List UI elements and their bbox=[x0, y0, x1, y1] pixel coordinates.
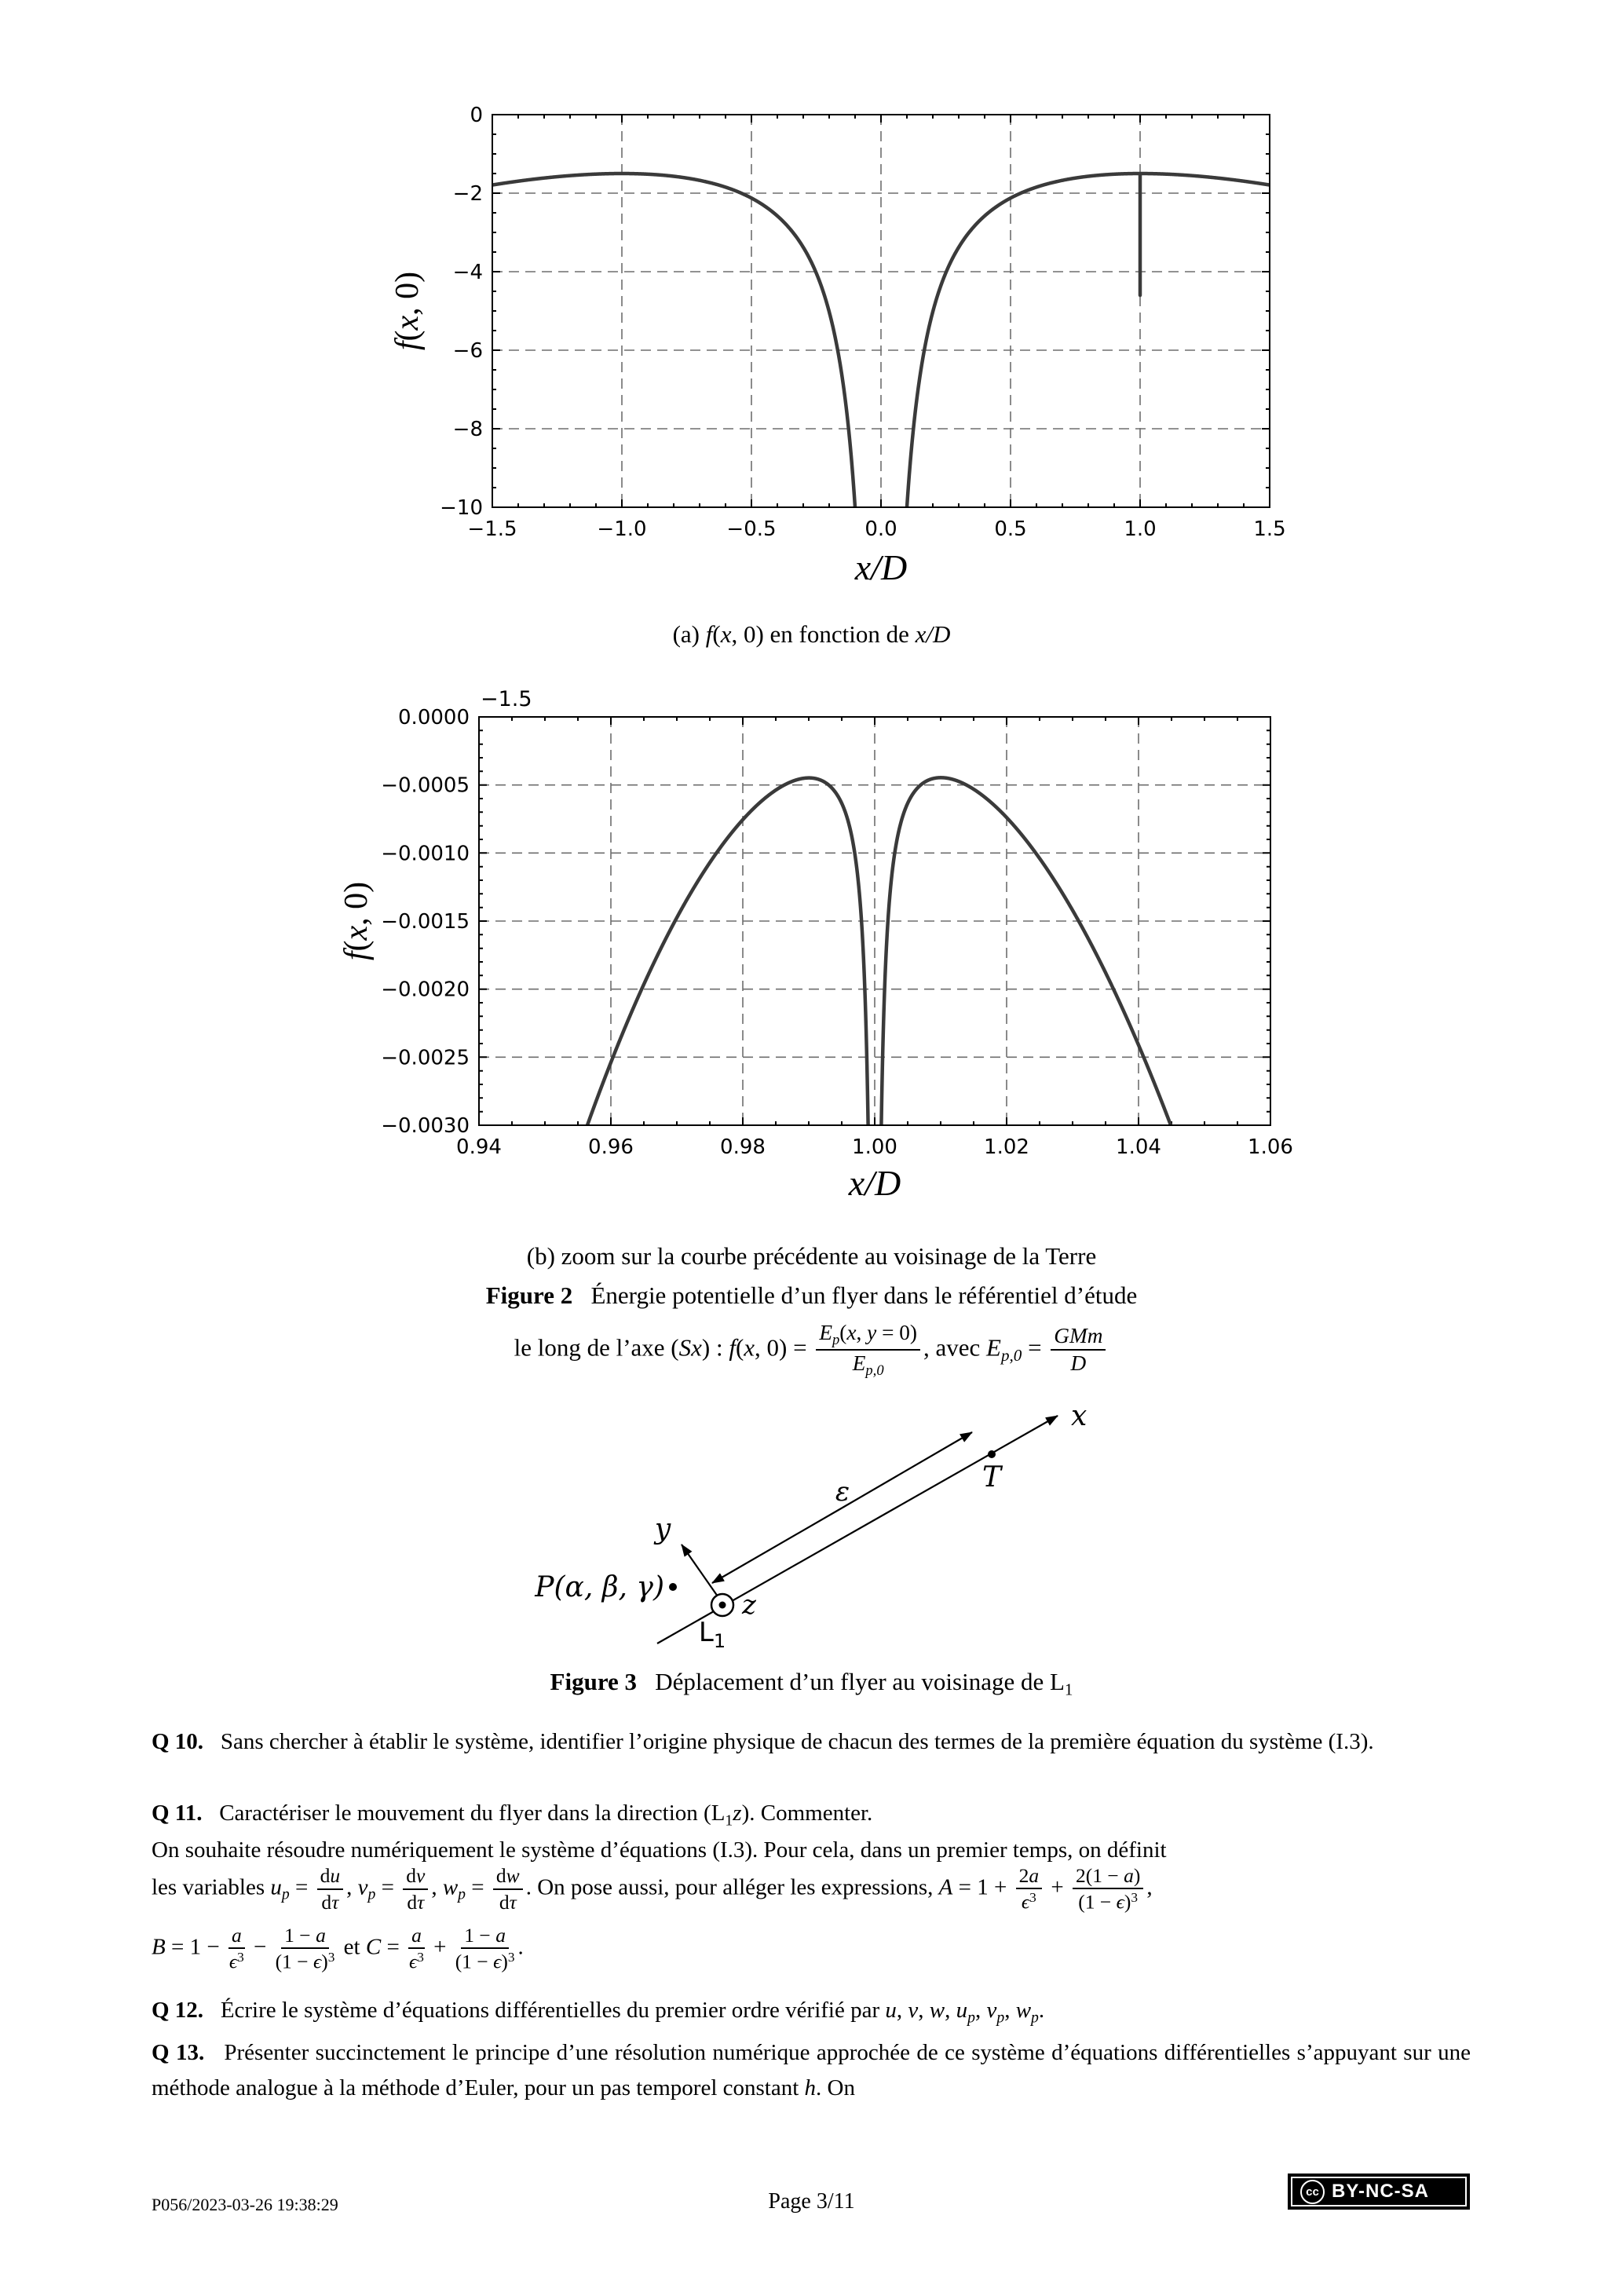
svg-text:−0.0020: −0.0020 bbox=[381, 978, 470, 1002]
svg-text:−8: −8 bbox=[452, 418, 483, 441]
question-10: Q 10. Sans chercher à établir le système, identifier l’origine physique de chacun des termes de la première équation du système (I.3). bbox=[152, 1729, 1374, 1754]
svg-text:1.5: 1.5 bbox=[1253, 517, 1286, 541]
svg-text:−0.0015: −0.0015 bbox=[381, 910, 470, 934]
chart-a-ylabel: f(x, 0) bbox=[389, 271, 426, 351]
question-13: Q 13. Présenter succinctement le principe d’une résolution numérique approchée de ce système d’équations différentielles s’appuyant sur une méthode analogue à la méthode d’Euler, pour un pas temporel constant h. On bbox=[152, 2040, 1471, 2100]
svg-text:−10: −10 bbox=[440, 496, 483, 520]
figure3-caption: Figure 3 Déplacement d’un flyer au voisinage de $L_1$ bbox=[550, 1668, 1073, 1699]
svg-text:0.0000: 0.0000 bbox=[398, 706, 470, 729]
svg-text:−0.5: −0.5 bbox=[726, 517, 777, 541]
paragraph-numeric-intro: On souhaite résoudre numériquement le système d’équations (I.3). Pour cela, dans un premier temps, on définit bbox=[152, 1837, 1167, 1863]
svg-text:0.98: 0.98 bbox=[720, 1135, 766, 1159]
footer-page-number: Page 3/11 bbox=[768, 2189, 855, 2214]
figure2-caption-line1: Figure 2 Énergie potentielle d’un flyer dans le référentiel d’étude bbox=[485, 1281, 1138, 1309]
z-axis-label: z bbox=[742, 1589, 756, 1621]
distance-epsilon-label: ε bbox=[835, 1476, 850, 1508]
svg-text:−2: −2 bbox=[452, 182, 483, 206]
footer-timestamp: P056/2023-03-26 19:38:29 bbox=[152, 2195, 338, 2214]
svg-text:1.06: 1.06 bbox=[1248, 1135, 1293, 1159]
paragraph-b-c-definitions: B = 1 − $\frac{a}{\epsilon^3}$ − $\frac{1 - a}{(1 - \epsilon)^3}$ et C = $\frac{a}{\epsilon^3}$ + $\frac{1 - a}{(1 - \epsilon)^3}$ . bbox=[152, 1924, 524, 1973]
svg-text:0.96: 0.96 bbox=[588, 1135, 634, 1159]
flyer-point-label: P(α, β, γ) bbox=[535, 1571, 664, 1603]
chart-a-xlabel: x/D bbox=[854, 547, 908, 587]
epsilon-arrow-lower bbox=[712, 1508, 843, 1583]
caption-subfigure-a: (a) f(x, 0) en fonction de x/D bbox=[672, 620, 951, 648]
caption-subfigure-b: (b) zoom sur la courbe précédente au voisinage de la Terre bbox=[526, 1242, 1097, 1270]
lagrange-point-label: $L_1$ bbox=[698, 1617, 726, 1652]
question-11: Q 11. Caractériser le mouvement du flyer dans la direction $(L_1z)$. Commenter. bbox=[152, 1801, 873, 1830]
z-axis-dot bbox=[719, 1602, 726, 1609]
figure3-diagram bbox=[510, 1394, 1139, 1676]
svg-text:−0.0010: −0.0010 bbox=[381, 842, 470, 866]
figure2-caption-line2: le long de l’axe (Sx) : f(x, 0) = $\frac{E_p(x, y = 0)}{E_{p,0}}$ , avec $E_{p,0}$ = $\frac{\text{GMm}}{D}$ bbox=[0, 1321, 1623, 1380]
epsilon-arrow-upper bbox=[843, 1432, 972, 1508]
svg-text:−0.0025: −0.0025 bbox=[381, 1046, 470, 1070]
paragraph-variables-definitions: les variables $u_p$ = $\frac{du}{d\tau}$ , $v_p$ = $\frac{dv}{d\tau}$ , $w_p$ = $\frac{dw}{d\tau}$ . On pose aussi, pour alléger les expressions, A = 1 + $\frac{2a}{\epsilon^3}$ + $\frac{2(1 - a)}{(1 - \epsilon)^3}$ , bbox=[152, 1864, 1153, 1914]
svg-text:−0.0005: −0.0005 bbox=[381, 773, 470, 798]
svg-text:1.00: 1.00 bbox=[852, 1135, 897, 1159]
earth-point-label: T bbox=[981, 1461, 1002, 1493]
svg-text:−1.5: −1.5 bbox=[467, 517, 517, 541]
svg-text:−1.5: −1.5 bbox=[481, 687, 532, 711]
chart-potential-full bbox=[424, 79, 1366, 550]
cc-license-text: BY-NC-SA bbox=[1332, 2181, 1430, 2202]
svg-text:0.5: 0.5 bbox=[994, 517, 1027, 541]
cc-logo-icon: cc bbox=[1300, 2180, 1325, 2204]
y-axis-label: y bbox=[654, 1513, 671, 1545]
svg-text:−1.0: −1.0 bbox=[597, 517, 647, 541]
flyer-point-dot bbox=[669, 1583, 677, 1591]
earth-point-dot bbox=[988, 1450, 996, 1458]
svg-text:0: 0 bbox=[470, 104, 483, 127]
svg-text:1.04: 1.04 bbox=[1116, 1135, 1161, 1159]
svg-text:−4: −4 bbox=[452, 261, 483, 284]
chart-potential-zoom bbox=[330, 675, 1366, 1162]
chart-b-xlabel: x/D bbox=[848, 1163, 901, 1203]
svg-text:−6: −6 bbox=[452, 339, 483, 363]
svg-text:0.94: 0.94 bbox=[456, 1135, 502, 1159]
cc-license-badge bbox=[1288, 2174, 1470, 2210]
svg-text:1.02: 1.02 bbox=[984, 1135, 1029, 1159]
question-12: Q 12. Écrire le système d’équations différentielles du premier ordre vérifié par u, v, w, $u_p$, $v_p$, $w_p$. bbox=[152, 1998, 1045, 2027]
svg-text:1.0: 1.0 bbox=[1124, 517, 1157, 541]
chart-b-ylabel: f(x, 0) bbox=[338, 881, 375, 961]
svg-text:0.0: 0.0 bbox=[865, 517, 897, 541]
svg-text:−0.0030: −0.0030 bbox=[381, 1114, 470, 1138]
x-axis-label: x bbox=[1071, 1400, 1087, 1432]
